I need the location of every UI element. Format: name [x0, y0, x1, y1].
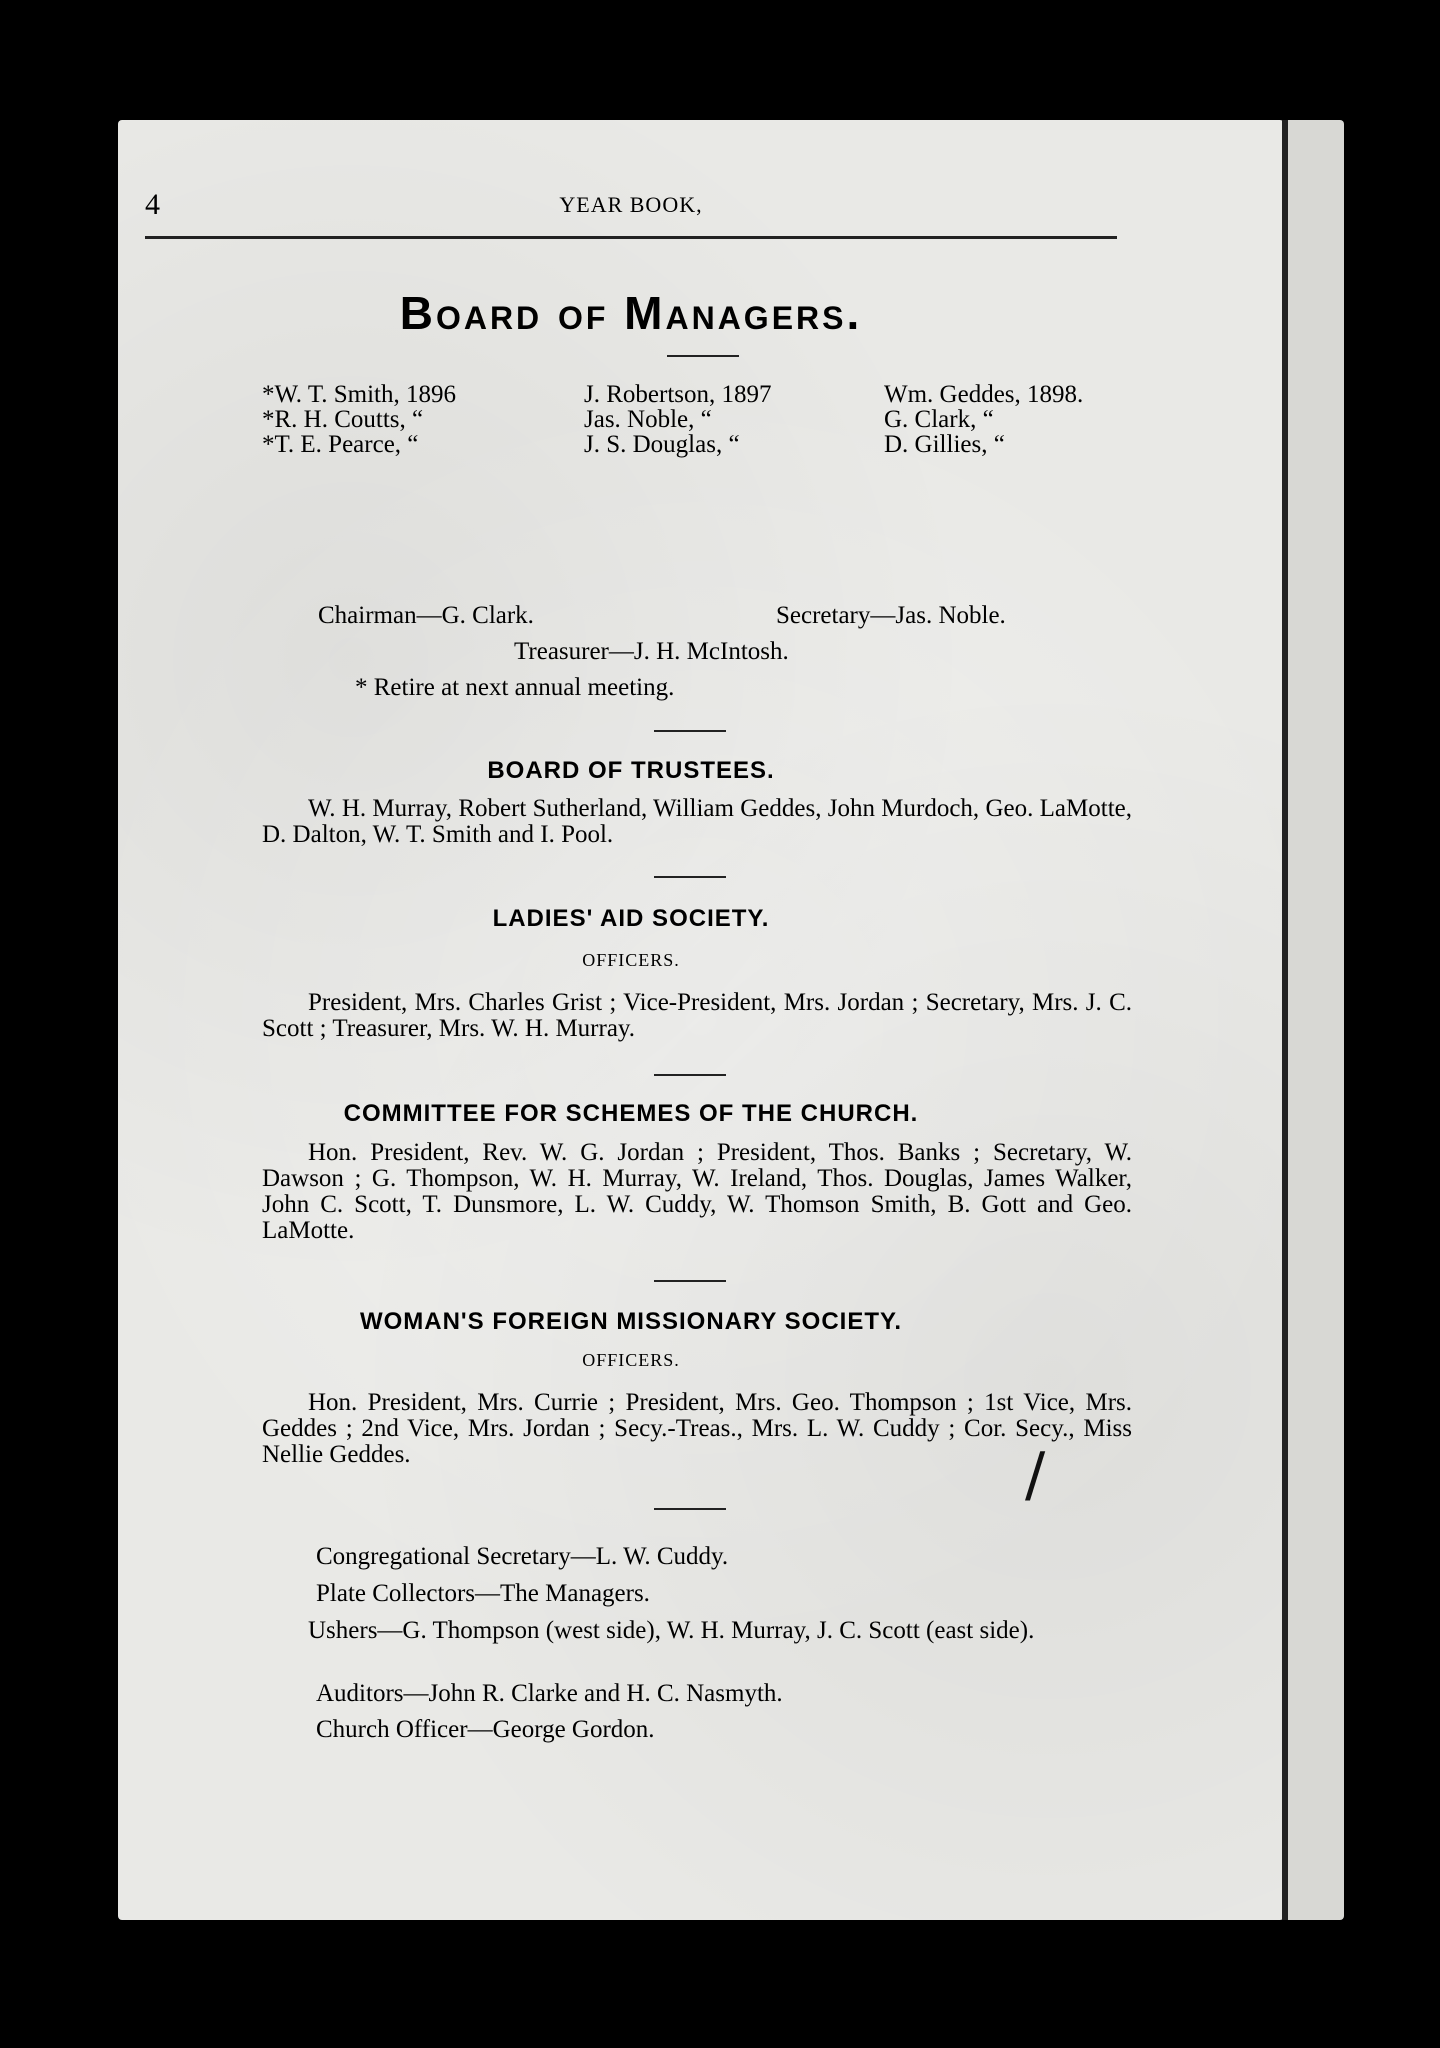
section-divider [654, 730, 726, 732]
church-officer: Church Officer—George Gordon. [316, 1716, 655, 1743]
managers-row [262, 382, 1162, 407]
header-rule [145, 236, 1117, 239]
managers-row [262, 432, 1162, 457]
board-of-trustees-text: W. H. Murray, Robert Sutherland, William Geddes, John Murdoch, Geo. LaMotte, D. Dalton, W. T. Smith and I. Pool. [262, 795, 1132, 848]
page-number: 4 [145, 188, 160, 221]
section-divider [654, 1508, 726, 1510]
wfms-text: Hon. President, Mrs. Currie ; President, Mrs. Geo. Thompson ; 1st Vice, Mrs. Geddes ; 2nd Vice, Mrs. Jordan ; Secy.-Treas., Mrs. L. W. Cuddy ; Cor. Secy., Miss Nellie Geddes. [262, 1389, 1132, 1468]
ladies-aid-text: President, Mrs. Charles Grist ; Vice-President, Mrs. Jordan ; Secretary, Mrs. J. C. Scott ; Treasurer, Mrs. W. H. Murray. [262, 989, 1132, 1042]
wfms-title: WOMAN'S FOREIGN MISSIONARY SOCIETY. [359, 1308, 903, 1335]
manager-entry: Jas. Noble, “ [584, 406, 712, 433]
page-header [145, 188, 1117, 228]
auditors: Auditors—John R. Clarke and H. C. Nasmyth. [316, 1680, 783, 1707]
section-divider [654, 876, 726, 878]
treasurer-line: Treasurer—J. H. McIntosh. [514, 638, 789, 665]
running-head: YEAR BOOK, [559, 192, 703, 217]
congregational-secretary: Congregational Secretary—L. W. Cuddy. [316, 1543, 729, 1570]
board-of-trustees-title: BOARD OF TRUSTEES. [487, 757, 775, 784]
manager-entry: J. S. Douglas, “ [584, 431, 740, 458]
committee-schemes-text: Hon. President, Rev. W. G. Jordan ; President, Thos. Banks ; Secretary, W. Dawson ; G. Thompson, W. H. Murray, W. Ireland, Thos. Douglas, James Walker, John C. Scott, T. Dunsmore, L. W. Cuddy, W. Thomson Smith, B. Gott and Geo. LaMotte. [262, 1139, 1132, 1244]
board-of-managers-title: Board of Managers. [399, 287, 863, 339]
manager-entry: *T. E. Pearce, “ [262, 431, 419, 458]
manager-entry: J. Robertson, 1897 [584, 381, 772, 408]
ladies-aid-title: LADIES' AID SOCIETY. [492, 905, 770, 932]
section-divider [654, 1280, 726, 1282]
plate-collectors: Plate Collectors—The Managers. [316, 1580, 650, 1607]
manager-entry: *R. H. Coutts, “ [262, 406, 424, 433]
facing-page-edge [1288, 120, 1344, 1920]
committee-schemes-title: COMMITTEE FOR SCHEMES OF THE CHURCH. [343, 1100, 919, 1127]
manager-entry: Wm. Geddes, 1898. [884, 381, 1084, 408]
manager-entry: G. Clark, “ [884, 406, 994, 433]
pencil-check-mark: / [1025, 1440, 1046, 1510]
managers-row [262, 407, 1162, 432]
wfms-officers-label: OFFICERS. [582, 1350, 680, 1370]
secretary-line: Secretary—Jas. Noble. [776, 602, 1006, 629]
manager-entry: D. Gillies, “ [884, 431, 1005, 458]
ushers: Ushers—G. Thompson (west side), W. H. Murray, J. C. Scott (east side). [308, 1617, 1035, 1644]
chairman-line: Chairman—G. Clark. [318, 602, 534, 629]
managers-list [262, 382, 1162, 457]
section-divider [654, 1074, 726, 1076]
retire-note: * Retire at next annual meeting. [355, 674, 675, 701]
ladies-aid-officers-label: OFFICERS. [582, 950, 680, 970]
section-divider [667, 355, 739, 357]
manager-entry: *W. T. Smith, 1896 [262, 381, 457, 408]
